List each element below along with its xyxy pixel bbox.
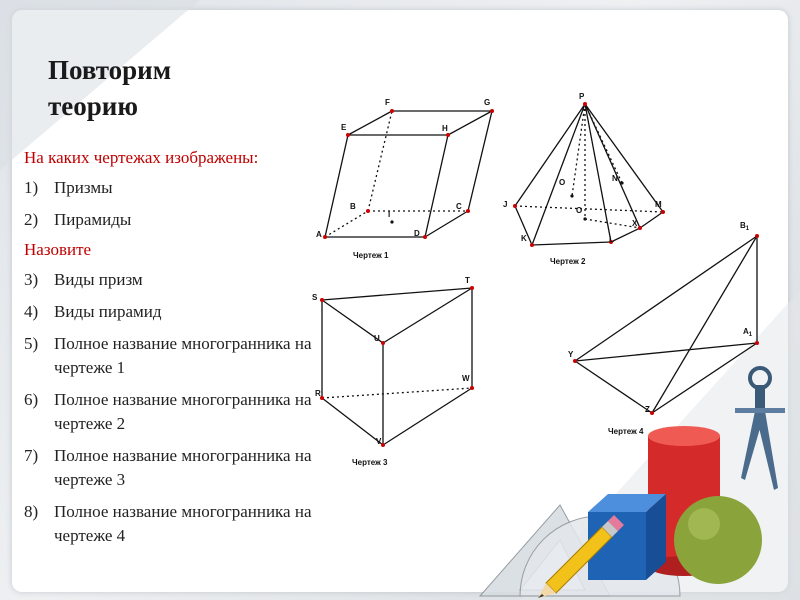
label-C: C xyxy=(456,202,462,211)
label-H: H xyxy=(442,124,448,133)
title-line-1: Повторим xyxy=(48,55,172,85)
item-text: Полное название многогранника на чертеже 2 xyxy=(54,390,312,433)
green-sphere-icon xyxy=(674,496,762,584)
label-K: K xyxy=(521,234,527,243)
label-P: P xyxy=(579,92,585,101)
item-text: Призмы xyxy=(54,178,113,197)
caption-drawing-1: Чертеж 1 xyxy=(353,251,389,260)
label-I: I xyxy=(388,210,391,219)
item-number: 3) xyxy=(24,270,39,289)
item-text: Пирамиды xyxy=(54,210,132,229)
title-line-2: теорию xyxy=(48,91,138,121)
label-M: M xyxy=(655,200,662,209)
item-number: 7) xyxy=(24,446,39,465)
drawing-2-pyramid xyxy=(515,104,663,245)
label-R: R xyxy=(315,389,321,398)
label-U: U xyxy=(374,334,380,343)
label-F: F xyxy=(385,98,390,107)
caption-drawing-4: Чертеж 4 xyxy=(608,427,644,436)
label-G: G xyxy=(484,98,491,107)
item-number: 4) xyxy=(24,302,39,321)
drawing-1-vertices xyxy=(323,109,494,239)
question-heading-shown: На каких чертежах изображены: xyxy=(24,148,259,167)
drawing-1-prism xyxy=(325,111,492,237)
label-N: N xyxy=(612,174,618,183)
item-text: Полное название многогранника на чертеже 1 xyxy=(54,334,312,377)
question-heading-name: Назовите xyxy=(24,240,92,259)
label-L: L xyxy=(609,235,614,244)
label-S: S xyxy=(312,293,318,302)
label-A1: $A_1$ xyxy=(743,327,753,338)
drawing-3-prism xyxy=(322,288,472,445)
item-text: Виды призм xyxy=(54,270,143,289)
drawing-4-pyramid xyxy=(575,236,757,413)
label-E: E xyxy=(341,123,347,132)
item-number: 8) xyxy=(24,502,39,521)
label-A: A xyxy=(316,230,322,239)
label-D: D xyxy=(414,229,420,238)
drafting-compass-icon xyxy=(735,368,785,490)
label-O-upper: O xyxy=(559,178,566,187)
label-T: T xyxy=(465,276,470,285)
item-number: 6) xyxy=(24,390,39,409)
label-W: W xyxy=(462,374,470,383)
label-B: B xyxy=(350,202,356,211)
label-X: X xyxy=(632,219,638,228)
item-number: 1) xyxy=(24,178,39,197)
item-number: 2) xyxy=(24,210,39,229)
label-Y: Y xyxy=(568,350,574,359)
label-B1: $B_1$ xyxy=(740,221,750,232)
caption-drawing-3: Чертеж 3 xyxy=(352,458,388,467)
drawing-3-vertices xyxy=(320,286,474,447)
label-J: J xyxy=(503,200,508,209)
caption-drawing-2: Чертеж 2 xyxy=(550,257,586,266)
item-text: Виды пирамид xyxy=(54,302,162,321)
item-number: 5) xyxy=(24,334,39,353)
label-Z: Z xyxy=(645,405,650,414)
item-text: Полное название многогранника на чертеже 4 xyxy=(54,502,312,545)
drawing-4-vertices xyxy=(573,234,759,415)
item-text: Полное название многогранника на чертеже 3 xyxy=(54,446,312,489)
label-V: V xyxy=(376,437,382,446)
label-O-lower: O xyxy=(576,206,583,215)
